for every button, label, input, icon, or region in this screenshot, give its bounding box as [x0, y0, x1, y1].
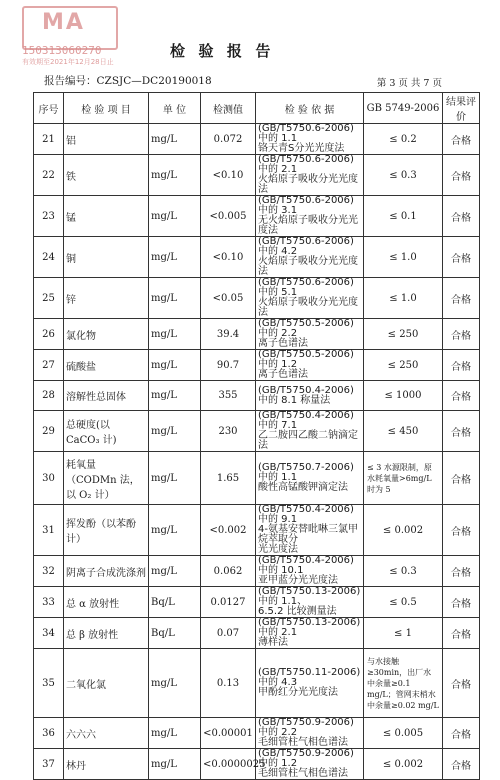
row-number: 28 [34, 381, 64, 411]
col-header-unit: 单 位 [149, 93, 201, 124]
measured-value: <0.10 [201, 155, 256, 196]
row-number: 23 [34, 196, 64, 237]
result-verdict: 合格 [443, 124, 480, 155]
test-item: 锰 [64, 196, 149, 237]
row-number: 25 [34, 278, 64, 319]
results-table [33, 92, 480, 780]
row-number: 37 [34, 749, 64, 780]
row-number: 34 [34, 618, 64, 649]
col-header-value: 检测值 [201, 93, 256, 124]
measured-value: 39.4 [201, 319, 256, 350]
standard-limit: ≤ 1000 [364, 381, 443, 411]
table-row [34, 718, 480, 749]
table-row [34, 124, 480, 155]
test-method-line: 光光度法 [258, 544, 298, 555]
test-method-line: (GB/T5750.4-2006)中的 10.1 [258, 555, 354, 576]
result-verdict: 合格 [443, 749, 480, 780]
result-verdict: 合格 [443, 350, 480, 381]
result-verdict: 合格 [443, 505, 480, 556]
result-verdict: 合格 [443, 319, 480, 350]
result-verdict: 合格 [443, 411, 480, 452]
test-item: 总硬度(以 CaCO₃ 计) [64, 411, 149, 452]
result-verdict: 合格 [443, 718, 480, 749]
report-title: 检 验 报 告 [170, 42, 272, 60]
test-item: 总 α 放射性 [64, 587, 149, 618]
result-verdict: 合格 [443, 381, 480, 411]
test-method-line: (GB/T5750.6-2006)中的 5.1 [258, 277, 354, 298]
test-item: 硫酸盐 [64, 350, 149, 381]
measured-value: <0.00001 [201, 718, 256, 749]
test-method [256, 155, 364, 196]
standard-limit: ≤ 0.1 [364, 196, 443, 237]
measured-value: 0.07 [201, 618, 256, 649]
table-row [34, 278, 480, 319]
test-method-line: 毛细管柱气相色谱法 [258, 768, 348, 779]
measured-value: <0.05 [201, 278, 256, 319]
measured-value: 355 [201, 381, 256, 411]
test-method [256, 505, 364, 556]
test-method-line: (GB/T5750.13-2006)中的 1.1、 [258, 586, 361, 607]
test-item: 铁 [64, 155, 149, 196]
test-method-line: 甲酚红分光光度法 [258, 687, 338, 698]
test-method [256, 718, 364, 749]
test-method [256, 350, 364, 381]
measured-value: 90.7 [201, 350, 256, 381]
result-verdict: 合格 [443, 196, 480, 237]
standard-limit: 与水接触≥30min，出厂水中余量≥0.1 mg/L；管网末梢水中余量≥0.02 mg/L [364, 649, 443, 718]
test-item: 挥发酚（以苯酚计） [64, 505, 149, 556]
seal-validity: 有效期至2021年12月28日止 [22, 58, 114, 66]
test-method [256, 452, 364, 505]
row-number: 32 [34, 556, 64, 587]
test-method-line: 乙二胺四乙酸二钠滴定法 [258, 430, 358, 451]
unit: Bq/L [149, 618, 201, 649]
row-number: 26 [34, 319, 64, 350]
seal-number: 150313060270 [22, 44, 102, 57]
row-number: 35 [34, 649, 64, 718]
table-row [34, 587, 480, 618]
test-method-line: (GB/T5750.4-2006)中的 9.1 [258, 504, 354, 525]
col-header-verdict: 结果评价 [443, 93, 480, 124]
test-item: 总 β 放射性 [64, 618, 149, 649]
unit: mg/L [149, 749, 201, 780]
test-method [256, 749, 364, 780]
unit: mg/L [149, 556, 201, 587]
test-method [256, 587, 364, 618]
test-method-line: 亚甲蓝分光光度法 [258, 575, 338, 586]
table-row [34, 556, 480, 587]
measured-value: 0.13 [201, 649, 256, 718]
standard-limit: ≤ 0.5 [364, 587, 443, 618]
col-header-no: 序号 [34, 93, 64, 124]
test-method [256, 124, 364, 155]
row-number: 36 [34, 718, 64, 749]
test-method-line: 4-氨基安替吡啉三氯甲烷萃取分 [258, 524, 358, 545]
measured-value: 0.062 [201, 556, 256, 587]
result-verdict: 合格 [443, 618, 480, 649]
standard-limit: ≤ 0.005 [364, 718, 443, 749]
test-method [256, 649, 364, 718]
unit: mg/L [149, 350, 201, 381]
test-method-line: (GB/T5750.6-2006)中的 3.1 [258, 195, 354, 216]
test-item: 铜 [64, 237, 149, 278]
page-info: 第 3 页 共 7 页 [376, 78, 442, 89]
table-row [34, 749, 480, 780]
row-number: 24 [34, 237, 64, 278]
test-method-line: 酸性高锰酸钾滴定法 [258, 482, 348, 493]
measured-value: <0.005 [201, 196, 256, 237]
unit: mg/L [149, 237, 201, 278]
table-header-row [34, 93, 480, 124]
standard-limit: ≤ 1.0 [364, 237, 443, 278]
test-item: 二氧化氯 [64, 649, 149, 718]
unit: mg/L [149, 319, 201, 350]
standard-limit: ≤ 0.002 [364, 505, 443, 556]
measured-value: 0.072 [201, 124, 256, 155]
test-method [256, 237, 364, 278]
table-row [34, 381, 480, 411]
test-method [256, 556, 364, 587]
col-header-standard: GB 5749-2006 [364, 93, 443, 124]
unit: mg/L [149, 452, 201, 505]
standard-limit: ≤ 3 水源限制，原水耗氧量>6mg/L 时为 5 [364, 452, 443, 505]
test-method-line: (GB/T5750.5-2006)中的 2.2 [258, 318, 354, 339]
measured-value: <0.002 [201, 505, 256, 556]
table-row [34, 411, 480, 452]
test-item: 耗氧量（CODMn 法，以 O₂ 计） [64, 452, 149, 505]
standard-limit: ≤ 250 [364, 319, 443, 350]
test-method [256, 381, 364, 411]
test-method-line: (GB/T5750.4-2006)中的 7.1 [258, 410, 354, 431]
standard-limit: ≤ 0.3 [364, 556, 443, 587]
cma-seal-logo: MA [42, 10, 85, 35]
test-method-line: (GB/T5750.11-2006)中的 4.3 [258, 667, 361, 688]
test-method-line: 无火焰原子吸收分光光度法 [258, 215, 358, 236]
table-row [34, 350, 480, 381]
test-method-line: (GB/T5750.5-2006)中的 1.2 [258, 349, 354, 370]
test-item: 铝 [64, 124, 149, 155]
test-method-line: 毛细管柱气相色谱法 [258, 737, 348, 748]
unit: mg/L [149, 381, 201, 411]
report-number: 报告编号：CZSJC—DC20190018 [44, 75, 212, 87]
standard-limit: ≤ 250 [364, 350, 443, 381]
result-verdict: 合格 [443, 556, 480, 587]
test-method-line: 火焰原子吸收分光光度法 [258, 256, 358, 277]
measured-value: 0.0127 [201, 587, 256, 618]
test-item: 氯化物 [64, 319, 149, 350]
test-item: 锌 [64, 278, 149, 319]
row-number: 21 [34, 124, 64, 155]
unit: Bq/L [149, 587, 201, 618]
test-method [256, 196, 364, 237]
table-row [34, 618, 480, 649]
measured-value: <0.10 [201, 237, 256, 278]
test-method-line: 铬天青S分光光度法 [258, 143, 345, 154]
standard-limit: ≤ 0.3 [364, 155, 443, 196]
standard-limit: ≤ 0.2 [364, 124, 443, 155]
test-method-line: 离子色谱法 [258, 338, 308, 349]
table-row [34, 505, 480, 556]
col-header-method: 检 验 依 据 [256, 93, 364, 124]
test-method-line: (GB/T5750.6-2006)中的 1.1 [258, 123, 354, 144]
row-number: 22 [34, 155, 64, 196]
test-method [256, 278, 364, 319]
table-row [34, 196, 480, 237]
test-method-line: 离子色谱法 [258, 369, 308, 380]
test-item: 阴离子合成洗涤剂 [64, 556, 149, 587]
test-method [256, 618, 364, 649]
test-method [256, 319, 364, 350]
unit: mg/L [149, 505, 201, 556]
standard-limit: ≤ 0.002 [364, 749, 443, 780]
result-verdict: 合格 [443, 452, 480, 505]
unit: mg/L [149, 155, 201, 196]
standard-limit: ≤ 1 [364, 618, 443, 649]
standard-limit: ≤ 1.0 [364, 278, 443, 319]
row-number: 33 [34, 587, 64, 618]
unit: mg/L [149, 411, 201, 452]
measured-value: <0.0000025 [201, 749, 256, 780]
test-method-line: (GB/T5750.6-2006)中的 2.1 [258, 154, 354, 175]
test-method-line: 火焰原子吸收分光光度法 [258, 297, 358, 318]
test-item: 六六六 [64, 718, 149, 749]
measured-value: 230 [201, 411, 256, 452]
row-number: 27 [34, 350, 64, 381]
result-verdict: 合格 [443, 587, 480, 618]
result-verdict: 合格 [443, 155, 480, 196]
unit: mg/L [149, 124, 201, 155]
test-method-line: 火焰原子吸收分光光度法 [258, 174, 358, 195]
test-method-line: (GB/T5750.7-2006)中的 1.1 [258, 462, 354, 483]
test-method-line: 6.5.2 比较测量法 [258, 606, 337, 617]
test-method-line: (GB/T5750.13-2006)中的 2.1 [258, 617, 361, 638]
unit: mg/L [149, 196, 201, 237]
table-row [34, 237, 480, 278]
test-method-line: (GB/T5750.9-2006)中的 1.2 [258, 748, 354, 769]
unit: mg/L [149, 649, 201, 718]
test-item: 溶解性总固体 [64, 381, 149, 411]
table-row [34, 155, 480, 196]
test-method [256, 411, 364, 452]
result-verdict: 合格 [443, 278, 480, 319]
col-header-item: 检 验 项 目 [64, 93, 149, 124]
result-verdict: 合格 [443, 649, 480, 718]
test-method-line: (GB/T5750.9-2006)中的 2.2 [258, 717, 354, 738]
measured-value: 1.65 [201, 452, 256, 505]
table-row [34, 452, 480, 505]
test-method-line: (GB/T5750.6-2006)中的 4.2 [258, 236, 354, 257]
row-number: 29 [34, 411, 64, 452]
test-item: 林丹 [64, 749, 149, 780]
standard-limit: ≤ 450 [364, 411, 443, 452]
row-number: 30 [34, 452, 64, 505]
results-table-body [34, 124, 480, 780]
unit: mg/L [149, 718, 201, 749]
unit: mg/L [149, 278, 201, 319]
table-row [34, 319, 480, 350]
test-method-line: 薄样法 [258, 637, 288, 648]
table-row [34, 649, 480, 718]
result-verdict: 合格 [443, 237, 480, 278]
row-number: 31 [34, 505, 64, 556]
test-method-line: (GB/T5750.4-2006)中的 8.1 称量法 [258, 384, 354, 406]
